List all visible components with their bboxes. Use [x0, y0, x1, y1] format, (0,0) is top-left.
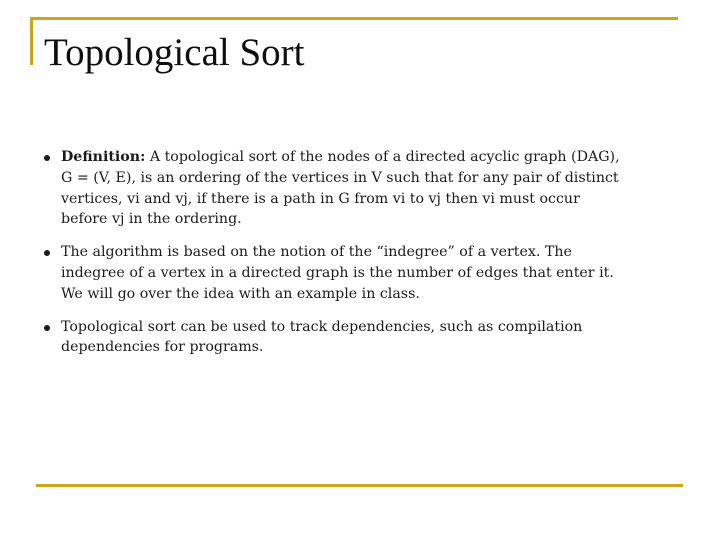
frame-top-rule — [30, 17, 678, 20]
bullet-definition-text — [61, 147, 622, 230]
definition-body: A topological sort of the nodes of a directed acyclic graph (DAG), G = (V, E), is an ordering of the vertices in V such that for any pair of distinct vertices, vi and vj, if there is a path in G from vi to vj then vi must occur before vj in the ordering. — [61, 149, 620, 228]
bullet-icon — [44, 155, 50, 161]
frame-left-rule — [30, 17, 33, 65]
bullet-definition — [42, 147, 622, 230]
bullet-indegree-text: The algorithm is based on the notion of the “indegree” of a vertex. The indegree of a vertex in a directed graph is the number of edges that enter it. We will go over the idea with an example in class. — [61, 244, 614, 302]
bullet-dependencies — [42, 317, 622, 359]
definition-label: Definition: — [61, 149, 146, 165]
bullet-dependencies-text: Topological sort can be used to track dependencies, such as compilation dependencies for programs. — [61, 318, 583, 356]
bullet-list — [42, 147, 622, 370]
slide-title: Topological Sort — [44, 31, 305, 74]
frame-bottom-rule — [36, 484, 683, 487]
bullet-icon — [44, 325, 50, 331]
bullet-indegree — [42, 242, 622, 304]
bullet-icon — [44, 250, 50, 256]
